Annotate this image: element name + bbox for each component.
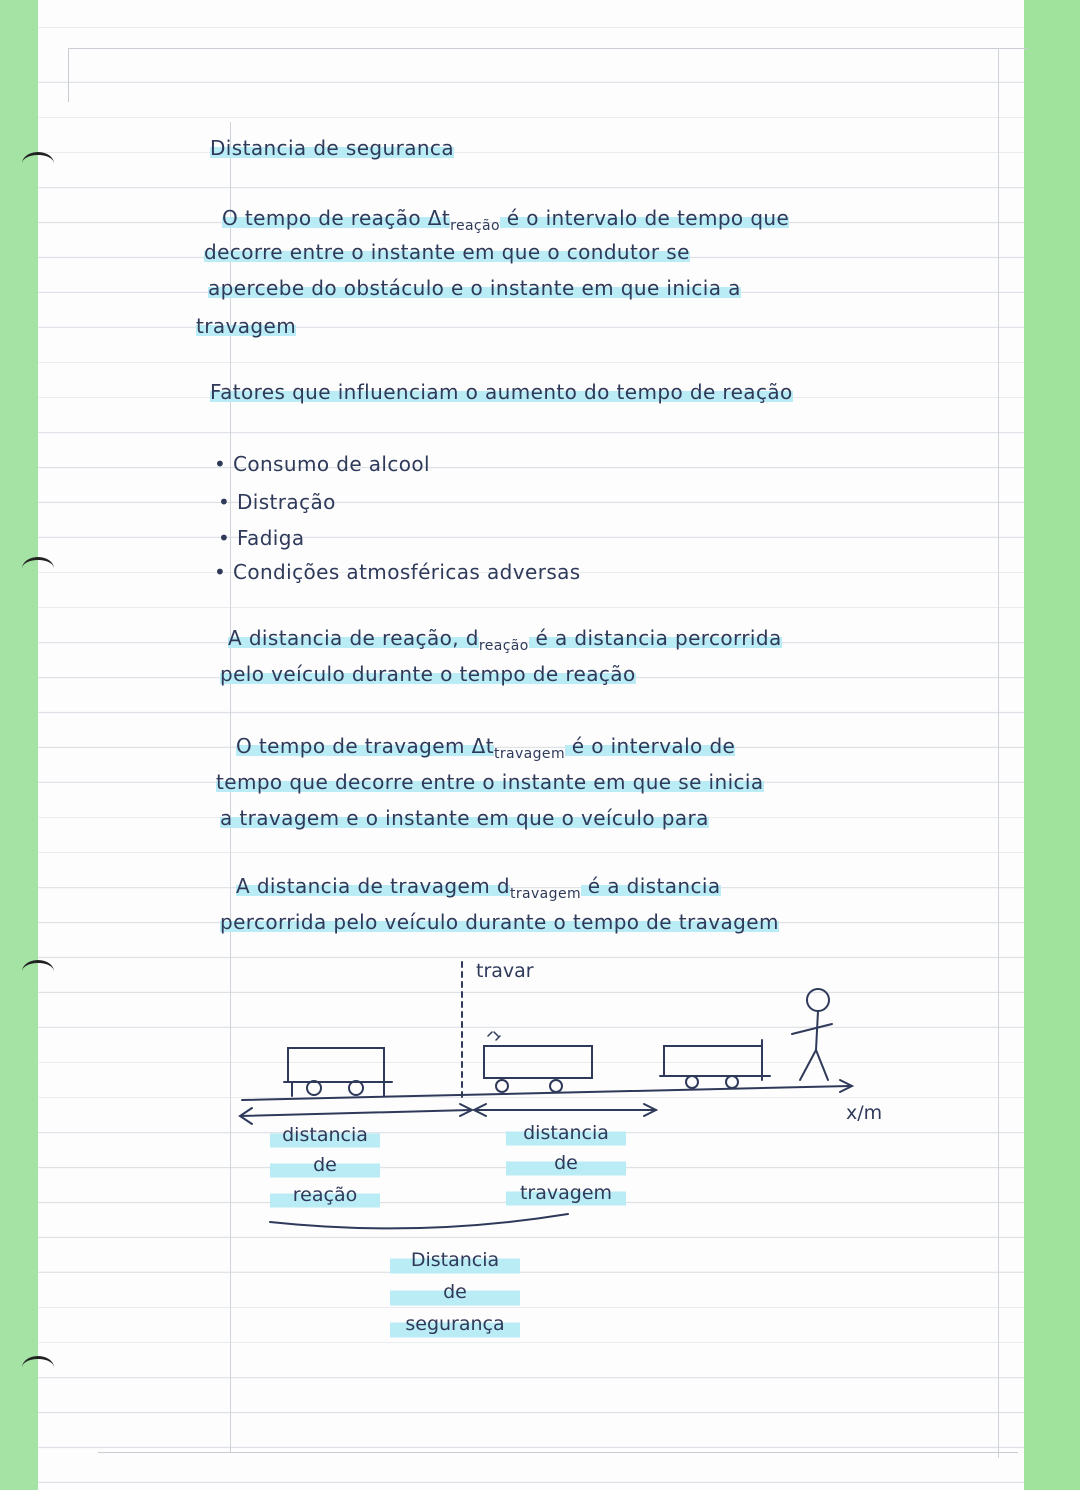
text: pelo veículo durante o tempo de reação <box>220 662 636 686</box>
car-1-icon <box>284 1048 392 1096</box>
subscript: travagem <box>509 886 581 902</box>
text: Distancia <box>390 1244 520 1276</box>
subscript: reação <box>478 638 529 654</box>
factor-item: • Consumo de alcool <box>214 452 431 476</box>
text: percorrida pelo veículo durante o tempo de travagem <box>220 910 779 934</box>
text: de <box>270 1150 380 1180</box>
text: travagem <box>506 1178 626 1208</box>
text: travagem <box>196 314 297 338</box>
text: é a distancia percorrida <box>528 626 782 650</box>
text: Fatores que influenciam o aumento do tempo de reação <box>210 380 793 404</box>
subscript: travagem <box>493 746 565 762</box>
factor-item: • Distração <box>218 490 336 514</box>
text: a travagem e o instante em que o veículo para <box>220 806 709 830</box>
car-2-icon <box>484 1032 592 1092</box>
text: decorre entre o instante em que o condutor se <box>204 240 690 264</box>
safety-brace <box>270 1214 568 1228</box>
braking-distance-label <box>506 1118 626 1208</box>
text: tempo que decorre entre o instante em que se inicia <box>216 770 764 794</box>
x-axis-line <box>242 1086 850 1100</box>
text: Consumo de alcool <box>232 452 431 476</box>
text: segurança <box>390 1308 520 1340</box>
text: x/m <box>846 1102 883 1124</box>
text: A distancia de reação, d <box>228 626 479 650</box>
text: Distração <box>236 490 336 514</box>
text: A distancia de travagem d <box>236 874 510 898</box>
title-text: Distancia de seguranca <box>210 136 454 160</box>
stick-person-icon <box>792 989 832 1080</box>
factor-item: • Fadiga <box>218 526 305 550</box>
text: é o intervalo de <box>564 734 736 758</box>
factor-item: • Condições atmosféricas adversas <box>214 560 581 584</box>
subscript: reação <box>450 218 500 234</box>
travar-label <box>476 960 534 982</box>
text: O tempo de reação Δt <box>222 206 451 230</box>
text: distancia <box>506 1118 626 1148</box>
text: O tempo de travagem Δt <box>236 734 494 758</box>
text: apercebe do obstáculo e o instante em que inicia a <box>208 276 741 300</box>
text: distancia <box>270 1120 380 1150</box>
text: Condições atmosféricas adversas <box>232 560 581 584</box>
car-3-icon <box>660 1040 770 1088</box>
text: Fadiga <box>236 526 305 550</box>
braking-distance-arrow <box>474 1104 656 1116</box>
text: é a distancia <box>581 874 721 898</box>
text: de <box>390 1276 520 1308</box>
text: reação <box>270 1180 380 1210</box>
safety-distance-label <box>390 1244 520 1340</box>
text: de <box>506 1148 626 1178</box>
reaction-distance-label <box>270 1120 380 1210</box>
text: travar <box>476 960 534 982</box>
axis-label <box>846 1102 882 1124</box>
text: é o intervalo de tempo que <box>499 206 790 230</box>
